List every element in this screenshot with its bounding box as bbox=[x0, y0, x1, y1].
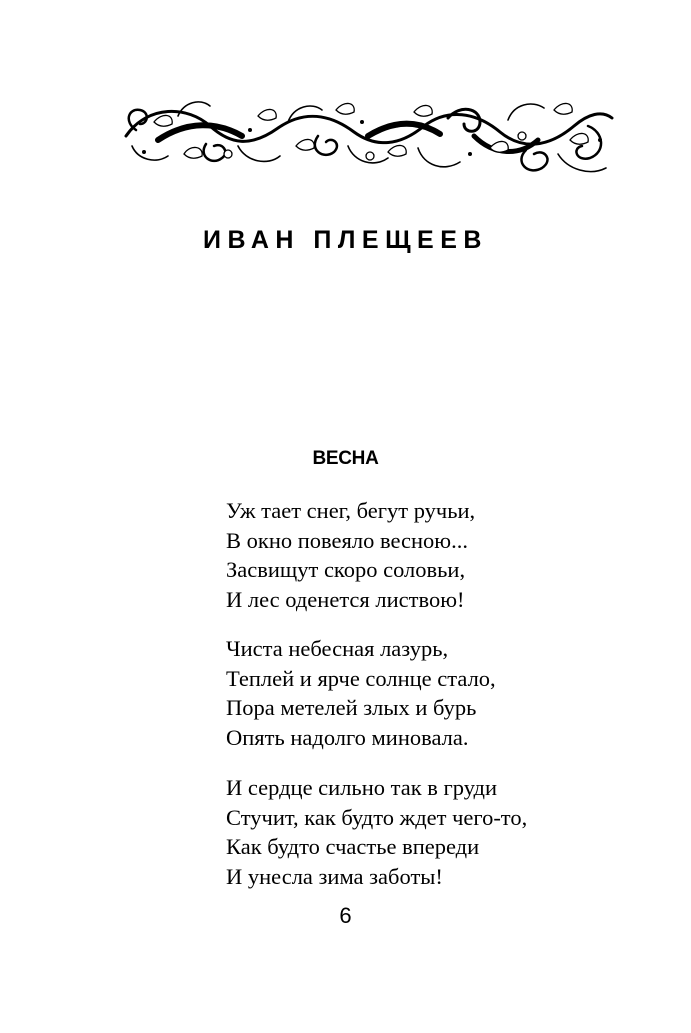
poem-line: Опять надолго миновала. bbox=[226, 724, 469, 750]
poem-line: Чиста небесная лазурь, bbox=[226, 636, 449, 661]
floral-vine-ornament-icon bbox=[118, 96, 616, 186]
poem-line: Уж тает снег, бегут ручьи, bbox=[226, 498, 476, 523]
poem-stanza bbox=[226, 634, 496, 752]
poem-line: Теплей и ярче солнце стало, bbox=[226, 665, 496, 691]
poem-line: И сердце сильно так в груди bbox=[226, 775, 498, 800]
author-name: ИВАН ПЛЕЩЕЕВ bbox=[203, 226, 488, 254]
poem-line: Пора метелей злых и бурь bbox=[226, 695, 477, 720]
poem-line: Стучит, как будто ждет чего-то, bbox=[226, 804, 528, 830]
poem-line: Как будто счастье впереди bbox=[226, 834, 480, 859]
poem-stanza bbox=[226, 496, 475, 614]
poem-stanza bbox=[226, 773, 527, 891]
poem-line: Засвищут скоро соловьи, bbox=[226, 557, 466, 582]
page-number: 6 bbox=[339, 903, 352, 928]
poem-line: В окно повеяло весною... bbox=[226, 527, 468, 553]
poem-title: ВЕСНА bbox=[312, 448, 379, 469]
poem-line: И унесла зима заботы! bbox=[226, 863, 443, 889]
poem-line: И лес оденется листвою! bbox=[226, 586, 465, 612]
